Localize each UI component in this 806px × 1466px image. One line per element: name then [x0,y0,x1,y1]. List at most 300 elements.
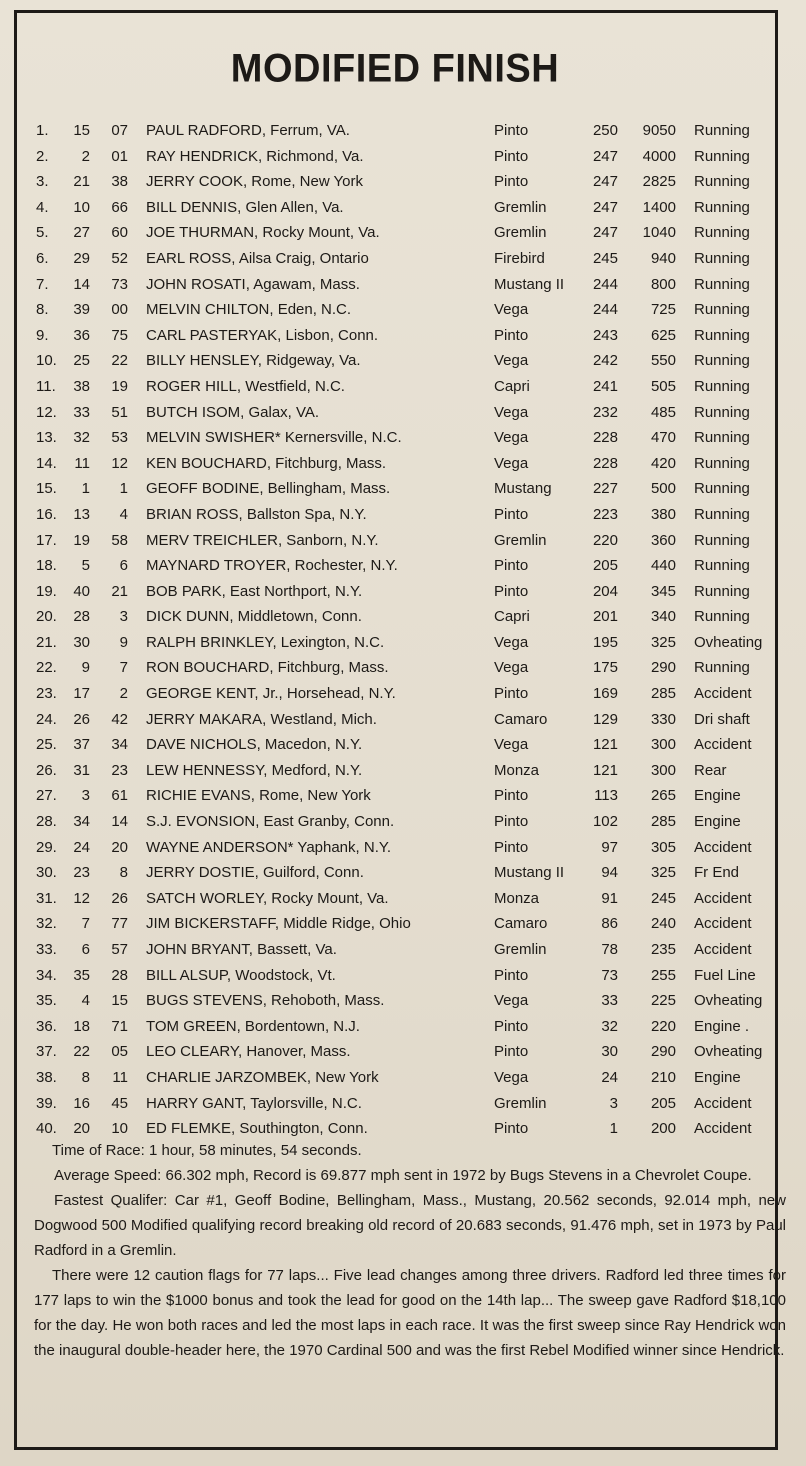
page-title: MODIFIED FINISH [230,46,560,92]
finish-position: 18. [36,557,57,575]
finish-status: Accident [694,1094,752,1112]
start-position: 37 [73,736,90,754]
laps-completed: 94 [601,864,618,882]
finish-status: Accident [694,736,752,754]
result-row [0,502,806,528]
laps-completed: 195 [592,633,618,651]
finish-status: Running [694,147,750,165]
start-position: 30 [73,633,90,651]
prize-money: 505 [650,377,676,395]
laps-completed: 201 [592,608,618,626]
finish-status: Ovheating [694,633,763,651]
result-row [0,195,806,221]
laps-completed: 250 [592,122,618,139]
finish-status: Running [694,454,750,472]
driver-name: ED FLEMKE, Southington, Conn. [146,1120,368,1138]
car-number: 28 [111,966,128,984]
finish-position: 8. [36,301,49,319]
laps-completed: 97 [601,838,618,856]
car-number: 22 [111,352,128,370]
start-position: 32 [73,429,90,447]
laps-completed: 247 [592,173,618,191]
car-number: 58 [111,531,128,549]
finish-position: 13. [36,429,57,447]
start-position: 17 [73,685,90,703]
start-position: 7 [81,915,90,933]
finish-status: Running [694,122,750,139]
car-number: 45 [111,1094,128,1112]
prize-money: 380 [650,505,676,523]
laps-completed: 228 [592,454,618,472]
laps-completed: 228 [592,429,618,447]
finish-status: Running [694,582,750,600]
result-row [0,860,806,886]
finish-status: Running [694,505,750,523]
result-row [0,655,806,681]
car-make: Mustang II [494,275,565,293]
car-make: Capri [494,377,530,395]
driver-name: RICHIE EVANS, Rome, New York [146,787,371,805]
finish-position: 6. [36,249,49,267]
driver-name: WAYNE ANDERSON* Yaphank, N.Y. [146,838,392,856]
finish-position: 28. [36,813,57,831]
finish-status: Running [694,198,750,216]
finish-status: Fuel Line [694,966,756,984]
finish-status: Running [694,557,750,575]
prize-money: 290 [650,659,676,677]
car-make: Mustang II [494,864,565,882]
prize-money: 470 [650,429,676,447]
car-number: 61 [111,787,128,805]
result-row [0,246,806,272]
result-row [0,783,806,809]
finish-position: 11. [36,377,56,395]
driver-name: MAYNARD TROYER, Rochester, N.Y. [146,557,398,575]
start-position: 11 [74,454,90,472]
finish-status: Running [694,352,750,370]
finish-position: 20. [36,608,57,626]
prize-money: 205 [650,1094,676,1112]
start-position: 39 [73,301,90,319]
car-make: Pinto [494,813,529,831]
finish-position: 15. [36,480,57,498]
result-row [0,988,806,1014]
driver-name: MERV TREICHLER, Sanborn, N.Y. [146,531,379,549]
prize-money: 285 [650,685,676,703]
driver-name: JERRY MAKARA, Westland, Mich. [146,710,377,728]
car-number: 6 [119,557,128,575]
car-make: Vega [494,633,529,651]
finish-status: Accident [694,1120,752,1138]
laps-completed: 73 [601,966,618,984]
prize-money: 440 [650,557,676,575]
finish-position: 19. [36,582,57,600]
finish-position: 40. [36,1120,57,1138]
finish-status: Running [694,608,750,626]
car-number: 77 [111,915,128,933]
start-position: 26 [73,710,90,728]
prize-money: 9050 [642,122,676,139]
prize-money: 485 [650,403,676,421]
driver-name: LEW HENNESSY, Medford, N.Y. [146,761,363,779]
prize-money: 225 [650,992,676,1010]
laps-completed: 91 [601,889,618,907]
driver-name: DAVE NICHOLS, Macedon, N.Y. [146,736,363,754]
result-row [0,118,806,144]
laps-completed: 175 [592,659,618,677]
driver-name: GEORGE KENT, Jr., Horsehead, N.Y. [146,685,396,703]
finish-position: 5. [36,224,49,242]
finish-status: Running [694,531,750,549]
car-make: Vega [494,403,529,421]
finish-position: 26. [36,761,57,779]
car-make: Pinto [494,966,529,984]
start-position: 34 [73,813,90,831]
finish-position: 29. [36,838,57,856]
laps-completed: 102 [592,813,618,831]
finish-status: Running [694,659,750,677]
driver-name: MELVIN CHILTON, Eden, N.C. [146,301,352,319]
driver-name: BILL DENNIS, Glen Allen, Va. [146,198,344,216]
car-number: 60 [111,224,128,242]
start-position: 24 [73,838,90,856]
result-row [0,937,806,963]
result-row [0,297,806,323]
laps-completed: 86 [601,915,618,933]
result-row [0,963,806,989]
car-number: 19 [111,377,128,395]
car-number: 00 [111,301,128,319]
prize-money: 325 [650,633,676,651]
driver-name: JOHN ROSATI, Agawam, Mass. [146,275,360,293]
start-position: 5 [81,557,90,575]
finish-position: 37. [36,1043,57,1061]
driver-name: SATCH WORLEY, Rocky Mount, Va. [146,889,389,907]
prize-money: 500 [650,480,676,498]
finish-status: Running [694,249,750,267]
laps-completed: 33 [601,992,618,1010]
finish-position: 23. [36,685,57,703]
car-make: Vega [494,1068,529,1086]
finish-status: Running [694,326,750,344]
car-make: Gremlin [494,198,547,216]
car-make: Camaro [494,915,548,933]
car-make: Gremlin [494,1094,547,1112]
prize-money: 2825 [642,173,676,191]
driver-name: RALPH BRINKLEY, Lexington, N.C. [146,633,385,651]
finish-position: 36. [36,1017,57,1035]
car-number: 05 [111,1043,128,1061]
car-make: Vega [494,352,529,370]
car-make: Pinto [494,787,529,805]
finish-position: 16. [36,505,57,523]
car-number: 2 [119,685,128,703]
laps-completed: 1 [609,1120,618,1138]
finish-position: 7. [36,275,49,293]
car-number: 34 [111,736,128,754]
start-position: 29 [73,249,90,267]
prize-money: 940 [650,249,676,267]
race-notes [34,1138,786,1363]
car-number: 71 [111,1017,128,1035]
prize-money: 290 [650,1043,676,1061]
car-number: 7 [119,659,128,677]
result-row [0,1091,806,1117]
laps-completed: 223 [592,505,618,523]
driver-name: EARL ROSS, Ailsa Craig, Ontario [146,249,369,267]
result-row [0,886,806,912]
driver-name: JOE THURMAN, Rocky Mount, Va. [146,224,380,242]
prize-money: 245 [650,889,676,907]
car-number: 01 [111,147,128,165]
laps-completed: 3 [609,1094,618,1112]
finish-position: 38. [36,1068,57,1086]
driver-name: ROGER HILL, Westfield, N.C. [146,377,345,395]
result-row [0,144,806,170]
finish-position: 30. [36,864,57,882]
start-position: 36 [73,326,90,344]
driver-name: TOM GREEN, Bordentown, N.J. [146,1017,360,1035]
finish-status: Engine [694,1068,741,1086]
driver-name: JOHN BRYANT, Bassett, Va. [146,941,337,958]
prize-money: 300 [650,761,676,779]
start-position: 21 [73,173,90,191]
laps-completed: 169 [592,685,618,703]
start-position: 27 [73,224,90,242]
finish-status: Fr End [694,864,740,882]
laps-completed: 247 [592,147,618,165]
finish-position: 27. [36,787,57,805]
start-position: 25 [73,352,90,370]
car-number: 14 [111,813,128,831]
car-make: Pinto [494,122,529,139]
driver-name: RAY HENDRICK, Richmond, Va. [146,147,364,165]
car-make: Pinto [494,557,529,575]
start-position: 28 [73,608,90,626]
driver-name: JERRY COOK, Rome, New York [146,173,364,191]
car-number: 20 [111,838,128,856]
start-position: 1 [81,480,90,498]
start-position: 9 [81,659,90,677]
car-make: Vega [494,736,529,754]
result-row [0,169,806,195]
car-number: 3 [119,608,128,626]
start-position: 16 [73,1094,90,1112]
laps-completed: 232 [592,403,618,421]
finish-status: Running [694,403,750,421]
result-row [0,707,806,733]
finish-position: 34. [36,966,57,984]
start-position: 13 [73,505,90,523]
car-number: 66 [111,198,128,216]
start-position: 8 [81,1068,90,1086]
laps-completed: 227 [592,480,618,498]
driver-name: S.J. EVONSION, East Granby, Conn. [146,813,395,831]
driver-name: BILL ALSUP, Woodstock, Vt. [146,966,336,984]
car-make: Firebird [494,249,545,267]
car-number: 23 [111,761,128,779]
driver-name: GEOFF BODINE, Bellingham, Mass. [146,480,391,498]
result-row [0,911,806,937]
finish-position: 21. [36,633,57,651]
car-number: 07 [111,122,128,139]
finish-status: Accident [694,685,752,703]
result-row [0,374,806,400]
car-number: 1 [119,480,128,498]
start-position: 31 [73,761,90,779]
finish-status: Running [694,173,750,191]
finish-position: 2. [36,147,49,165]
finish-status: Ovheating [694,992,763,1010]
laps-completed: 24 [601,1068,618,1086]
driver-name: KEN BOUCHARD, Fitchburg, Mass. [146,454,387,472]
laps-completed: 204 [592,582,618,600]
result-row [0,835,806,861]
finish-position: 12. [36,403,57,421]
car-number: 4 [119,505,128,523]
result-row [0,323,806,349]
prize-money: 305 [650,838,676,856]
car-make: Pinto [494,326,529,344]
prize-money: 325 [650,864,676,882]
finish-status: Accident [694,889,752,907]
prize-money: 1400 [642,198,676,216]
finish-status: Accident [694,941,752,958]
prize-money: 330 [650,710,676,728]
car-make: Vega [494,301,529,319]
laps-completed: 113 [594,787,618,805]
driver-name: BUTCH ISOM, Galax, VA. [146,403,320,421]
prize-money: 285 [650,813,676,831]
start-position: 4 [81,992,90,1010]
car-make: Pinto [494,505,529,523]
car-make: Gremlin [494,941,547,958]
finish-status: Running [694,429,750,447]
laps-completed: 129 [592,710,618,728]
laps-completed: 247 [592,198,618,216]
laps-completed: 30 [601,1043,618,1061]
prize-money: 4000 [642,147,676,165]
finish-position: 32. [36,915,57,933]
finish-position: 9. [36,326,49,344]
result-row [0,579,806,605]
finish-position: 1. [36,122,49,139]
finish-status: Engine [694,813,741,831]
result-row [0,1065,806,1091]
prize-money: 550 [650,352,676,370]
car-number: 15 [111,992,128,1010]
start-position: 3 [81,787,90,805]
prize-money: 360 [650,531,676,549]
finish-position: 14. [36,454,57,472]
laps-completed: 245 [592,249,618,267]
prize-money: 300 [650,736,676,754]
driver-name: RON BOUCHARD, Fitchburg, Mass. [146,659,389,677]
caution-summary: There were 12 caution flags for 77 laps... Five lead changes among three drivers. Radford led three times for 177 laps to win the $1000 bonus and took the lead for good on the 14th lap... The sweep gave Radford $18,100 for the day. He won both races and led the most laps in each race. It was the first sweep since Ray Hendrick won the inaugural double-header here, the 1970 Cardinal 500 and was the first Rebel Modified winner since Hendrick. [34,1267,786,1359]
finish-position: 25. [36,736,57,754]
driver-name: BUGS STEVENS, Rehoboth, Mass. [146,992,385,1010]
result-row [0,732,806,758]
prize-money: 420 [650,454,676,472]
start-position: 10 [73,198,90,216]
finish-position: 4. [36,198,49,216]
result-row [0,604,806,630]
finish-status: Running [694,224,750,242]
time-of-race: Time of Race: 1 hour, 58 minutes, 54 seconds. [52,1142,362,1159]
driver-name: MELVIN SWISHER* Kernersville, N.C. [146,429,402,447]
finish-status: Rear [694,761,727,779]
prize-money: 255 [650,966,676,984]
driver-name: BRIAN ROSS, Ballston Spa, N.Y. [146,505,367,523]
prize-money: 200 [650,1120,676,1138]
car-make: Capri [494,608,530,626]
result-row [0,553,806,579]
car-make: Vega [494,992,529,1010]
start-position: 33 [73,403,90,421]
car-number: 26 [111,889,128,907]
finish-position: 33. [36,941,57,958]
prize-money: 625 [650,326,676,344]
result-row [0,630,806,656]
car-make: Mustang [494,480,552,498]
driver-name: HARRY GANT, Taylorsville, N.C. [146,1094,362,1112]
car-number: 21 [111,582,128,600]
driver-name: LEO CLEARY, Hanover, Mass. [146,1043,351,1061]
car-make: Pinto [494,582,529,600]
car-number: 51 [111,403,128,421]
laps-completed: 242 [592,352,618,370]
result-row [0,272,806,298]
laps-completed: 244 [592,275,618,293]
start-position: 18 [73,1017,90,1035]
finish-position: 31. [36,889,57,907]
result-row [0,528,806,554]
car-make: Pinto [494,1120,529,1138]
car-make: Pinto [494,838,529,856]
result-row [0,348,806,374]
result-row [0,400,806,426]
car-make: Gremlin [494,531,547,549]
average-speed: Average Speed: 66.302 mph, Record is 69.877 mph sent in 1972 by Bugs Stevens in a Chevrolet Coupe. [54,1167,752,1184]
prize-money: 800 [650,275,676,293]
finish-position: 22. [36,659,57,677]
result-row [0,220,806,246]
car-number: 10 [111,1120,128,1138]
car-number: 12 [111,454,128,472]
finish-status: Accident [694,838,752,856]
result-row [0,425,806,451]
car-number: 8 [119,864,128,882]
car-make: Vega [494,429,529,447]
finish-position: 24. [36,710,57,728]
car-number: 9 [119,633,128,651]
driver-name: BILLY HENSLEY, Ridgeway, Va. [146,352,361,370]
finish-status: Accident [694,915,752,933]
start-position: 12 [73,889,90,907]
start-position: 14 [73,275,90,293]
finish-status: Engine . [694,1017,750,1035]
car-make: Pinto [494,685,529,703]
prize-money: 240 [650,915,676,933]
prize-money: 235 [650,941,676,958]
car-make: Monza [494,761,540,779]
result-row [0,758,806,784]
result-row [0,451,806,477]
start-position: 15 [73,122,90,139]
driver-name: JIM BICKERSTAFF, Middle Ridge, Ohio [146,915,411,933]
car-make: Pinto [494,1043,529,1061]
driver-name: PAUL RADFORD, Ferrum, VA. [146,122,350,139]
